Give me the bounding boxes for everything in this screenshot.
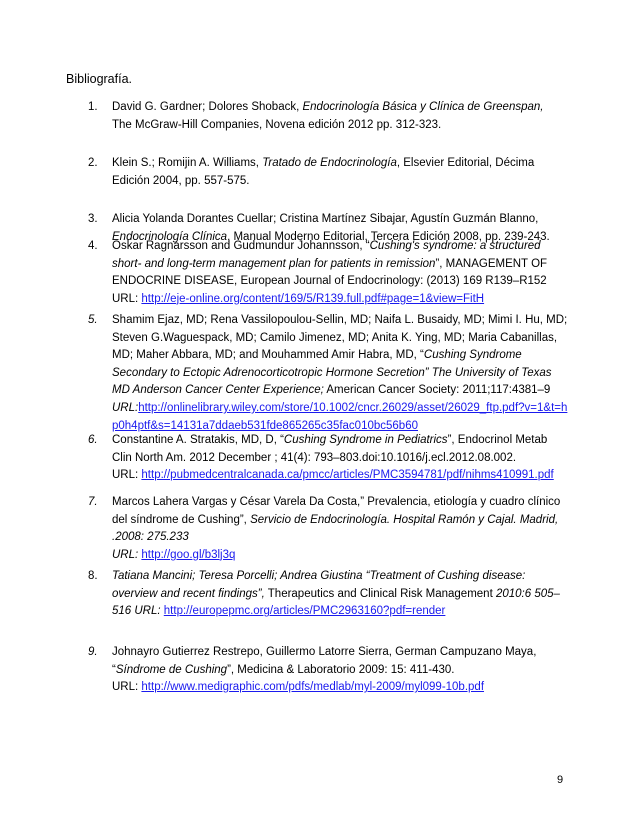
author-text: del síndrome de Cushing”, (112, 513, 251, 526)
reference-item-1 (88, 99, 578, 134)
article-title: Síndrome de Cushing (115, 663, 228, 676)
reference-line: The McGraw-Hill Companies, Novena edición 2012 pp. 312-323. (112, 118, 442, 131)
reference-item-6 (88, 432, 578, 485)
reference-number: 2. (88, 157, 98, 169)
reference-item-7 (88, 494, 578, 564)
reference-number: 7. (88, 496, 98, 508)
journal-text: American Cancer Society: 2011;117:4381–9 (323, 384, 551, 397)
journal-text: ”, Medicina & Laboratorio 2009: 15: 411-430. (227, 663, 455, 676)
url-label: URL: (112, 681, 142, 694)
reference-line (112, 603, 578, 621)
page-number: 9 (557, 774, 564, 786)
reference-line (112, 586, 578, 604)
article-title: overview and recent findings”, (112, 587, 265, 600)
journal-text: Therapeutics and Clinical Risk Management (264, 587, 496, 600)
reference-line (112, 568, 578, 586)
book-title: Endocrinología Básica y Clínica de Greenspan, (302, 101, 544, 113)
author-text: MD; Maher Abbara, MD; and Mouhammed Amir Habra, MD, “ (112, 349, 424, 362)
reference-line: ENDOCRINE DISEASE, European Journal of Endocrinology: (2013) 169 R139–R152 (112, 275, 547, 288)
publisher-text: , Elsevier Editorial, Décima (396, 157, 535, 169)
url-label: URL: (112, 292, 142, 305)
article-title: short- and long-term management plan for patients in remission (112, 257, 436, 270)
reference-line (112, 467, 578, 485)
reference-number: 3. (88, 213, 98, 225)
reference-line (112, 432, 578, 450)
reference-link[interactable]: http://goo.gl/b3lj3q (141, 548, 236, 561)
reference-line (112, 662, 578, 680)
reference-line (112, 382, 578, 400)
reference-line: Shamim Ejaz, MD; Rena Vassilopoulou-Sellin, MD; Naifa L. Busaidy, MD; Mimi I. Hu, MD; (112, 314, 568, 326)
reference-number: 6. (88, 434, 98, 446)
article-title: Secondary to Ectopic Adrenocorticotropic Hormone Secretion” The University of Texas (112, 366, 552, 379)
reference-link[interactable]: http://eje-online.org/content/169/5/R139.full.pdf#page=1&view=FitH (141, 292, 485, 305)
journal-text: ”, MANAGEMENT OF (435, 257, 548, 270)
reference-line: Alicia Yolanda Dorantes Cuellar; Cristina Martínez Sibajar, Agustín Guzmán Blanno, (112, 213, 539, 225)
reference-link[interactable]: http://europepmc.org/articles/PMC2963160?pdf=render (163, 605, 446, 618)
reference-line (112, 256, 578, 274)
volume-text: 2010:6 505– (495, 587, 560, 600)
book-title: Tratado de Endocrinología (262, 157, 397, 169)
reference-number: 5. (88, 314, 98, 326)
reference-link[interactable]: http://pubmedcentralcanada.ca/pmcc/articles/PMC3594781/pdf/nihms410991.pdf (141, 469, 554, 482)
author-text: David G. Gardner; Dolores Shoback, (112, 101, 303, 113)
reference-line (112, 512, 578, 530)
reference-line (112, 99, 578, 117)
url-label: URL: (112, 401, 139, 414)
reference-line: Clin North Am. 2012 December ; 41(4): 793–803.doi:10.1016/j.ecl.2012.08.002. (112, 451, 517, 464)
reference-number: 8. (88, 570, 98, 582)
article-title: Cushing Syndrome in Pediatrics (283, 434, 448, 446)
reference-number: 1. (88, 101, 98, 113)
quote-open: “ (112, 663, 116, 676)
author-text: Oskar Ragnarsson and Gudmundur Johannsson, “ (112, 240, 370, 252)
reference-line: Edición 2004, pp. 557-575. (112, 174, 250, 187)
reference-item-4 (88, 238, 578, 308)
article-title: Cushing Syndrome (423, 349, 522, 362)
reference-line (112, 547, 578, 565)
article-title: Cushing's syndrome: a structured (369, 240, 541, 252)
reference-line: Johnayro Gutierrez Restrepo, Guillermo Latorre Sierra, German Campuzano Maya, (112, 646, 537, 658)
reference-item-8 (88, 568, 578, 621)
reference-link[interactable]: http://onlinelibrary.wiley.com/store/10.1002/cncr.26029/asset/26029_ftp.pdf?v=1&t=h (138, 401, 568, 414)
publisher-text: , Manual Moderno Editorial, Tercera Edición 2008, pp. 239-243. (227, 230, 550, 243)
date-text: .2008: 275.233 (112, 531, 189, 544)
bibliography-heading: Bibliografía. (66, 72, 133, 86)
author-text: Klein S.; Romijin A. Williams, (112, 157, 263, 169)
reference-line: Steven G.Waguespack, MD; Camilo Jimenez, MD; Anita K. Ying, MD; Maria Cabanillas, (112, 331, 558, 344)
reference-number: 4. (88, 240, 98, 252)
reference-line (112, 529, 578, 547)
journal-text: ”, Endocrinol Metab (447, 434, 548, 446)
reference-line (112, 291, 578, 309)
reference-item-2 (88, 155, 578, 190)
url-label: URL: (112, 469, 142, 482)
article-title: MD Anderson Cancer Center Experience; (112, 384, 324, 397)
reference-line (112, 365, 578, 383)
url-label: URL: (112, 548, 142, 561)
journal-text: Servicio de Endocrinología. Hospital Ramón y Cajal. Madrid, (250, 513, 559, 526)
reference-line (112, 347, 578, 365)
reference-link-continuation[interactable]: p0h4ptf&s=14131a7ddaeb531fde865265c35fac010bc56b60 (112, 419, 418, 432)
reference-link[interactable]: http://www.medigraphic.com/pdfs/medlab/myl-2009/myl099-10b.pdf (141, 681, 485, 694)
reference-item-5 (88, 312, 578, 435)
reference-line (112, 679, 578, 697)
book-title: Endocrinología Clínica (112, 230, 228, 243)
author-text: Tatiana Mancini; Teresa Porcelli; Andrea Giustina “Treatment of Cushing disease: (112, 570, 526, 582)
reference-line (112, 400, 578, 418)
reference-line (112, 238, 578, 256)
reference-number: 9. (88, 646, 98, 658)
author-text: Constantine A. Stratakis, MD, D, “ (112, 434, 284, 446)
reference-line (112, 155, 578, 173)
reference-line: Marcos Lahera Vargas y César Varela Da Costa,” Prevalencia, etiología y cuadro clínico (112, 496, 561, 508)
reference-item-9 (88, 644, 578, 697)
url-label: 516 URL: (112, 605, 164, 618)
